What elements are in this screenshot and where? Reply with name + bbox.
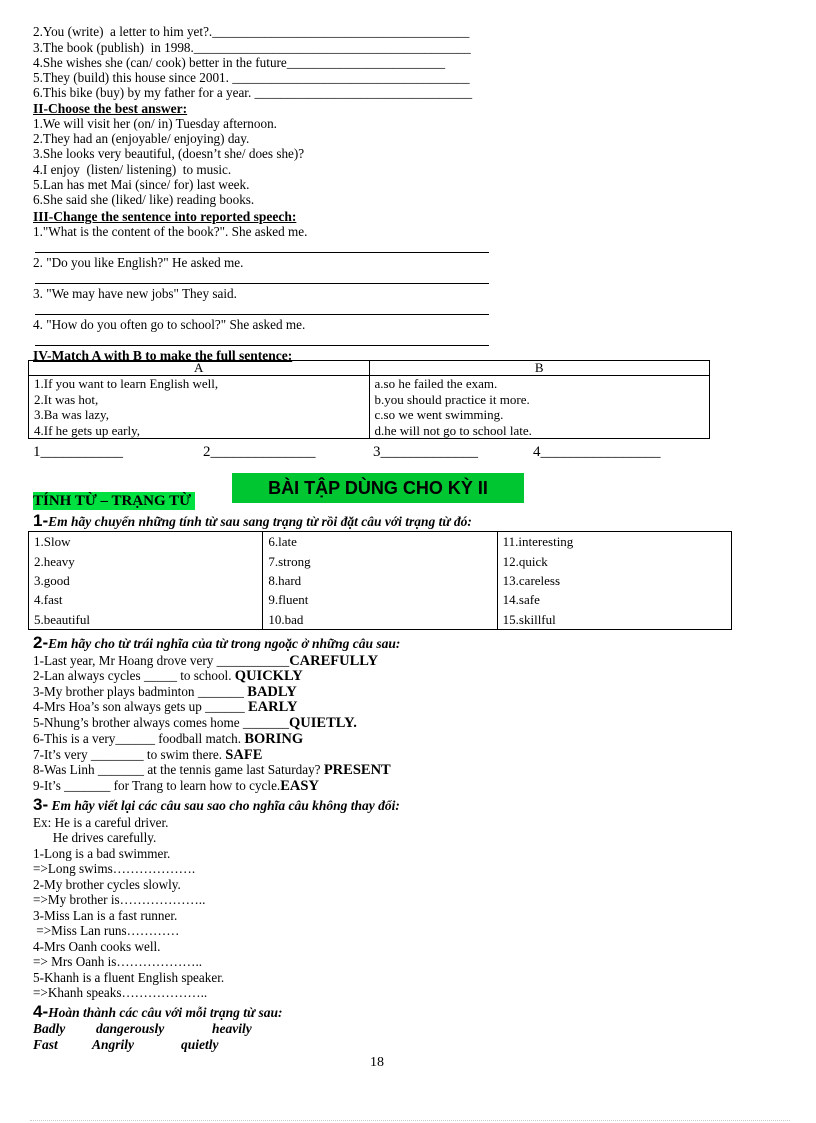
table-cell: 4.fast [29, 590, 263, 609]
exercise-line [33, 699, 297, 715]
instruction-text: Hoàn thành các câu với mỗi trạng từ sau: [48, 1005, 283, 1020]
exercise-line [33, 731, 303, 747]
exercise-line: 1."What is the content of the book?". She asked me. [33, 224, 308, 239]
sentence: 2-Lan always cycles _____ to school. [33, 668, 235, 683]
column-b [369, 376, 710, 439]
banner-title: BÀI TẬP DÙNG CHO KỲ II [232, 473, 524, 503]
exercise-line: 4-Mrs Oanh cooks well. [33, 939, 161, 954]
exercise-line: 3.She looks very beautiful, (doesn’t she/ does she)? [33, 146, 305, 161]
table-cell: 12.quick [497, 551, 731, 570]
exercise-line: 5.Lan has met Mai (since/ for) last week. [33, 177, 250, 192]
exercise-line: =>Long swims………………. [33, 861, 196, 876]
exercise-line: 3-Miss Lan is a fast runner. [33, 908, 178, 923]
answer-blank: 3_____________ [373, 444, 478, 460]
column-a [29, 376, 370, 439]
column-header-a: A [29, 361, 370, 376]
sentence: 5-Nhung’s brother always comes home _______ [33, 715, 290, 730]
answer-word: BORING [244, 731, 304, 747]
answer-blank: 1___________ [33, 444, 123, 460]
exercise-line: 4.She wishes she (can/ cook) better in the future________________________ [33, 55, 446, 70]
adverb-word: Badly [33, 1021, 66, 1036]
exercise-line: =>My brother is……………….. [33, 892, 206, 907]
page-number: 18 [370, 1055, 384, 1070]
match-item: b.you should practice it more. [374, 391, 530, 407]
match-item: 1.If you want to learn English well, [34, 376, 219, 391]
exercise-line: =>Miss Lan runs………… [33, 923, 180, 938]
exercise-line: 5.They (build) this house since 2001. ____________________________________ [33, 70, 470, 85]
exercise-instruction [33, 797, 400, 814]
match-item: d.he will not go to school late. [374, 422, 532, 438]
answer-line [35, 314, 489, 315]
answer-word: BADLY [247, 684, 297, 700]
exercise-line: Ex: He is a careful driver. [33, 815, 169, 830]
exercise-line: 3. "We may have new jobs" They said. [33, 286, 237, 301]
table-cell: 13.careless [497, 571, 731, 590]
match-table [28, 360, 710, 439]
exercise-line: 6.She said she (liked/ like) reading books. [33, 192, 255, 207]
table-cell: 1.Slow [29, 532, 263, 552]
exercise-line: 4.I enjoy (listen/ listening) to music. [33, 162, 232, 177]
exercise-line: =>Khanh speaks……………….. [33, 985, 208, 1000]
section-heading: IV-Match A with B to make the full sentence: [33, 348, 293, 363]
table-cell: 9.fluent [263, 590, 497, 609]
instruction-text: Em hãy chuyển những tính từ sau sang trạng từ rồi đặt câu với trạng từ đó: [48, 514, 472, 529]
exercise-line [33, 668, 303, 684]
table-cell: 14.safe [497, 590, 731, 609]
exercise-line [33, 747, 262, 763]
match-item: 4.If he gets up early, [34, 422, 141, 438]
exercise-instruction [33, 1004, 283, 1021]
table-cell: 10.bad [263, 610, 497, 630]
table-cell: 15.skillful [497, 610, 731, 630]
adjective-table [28, 531, 732, 630]
sentence: 9-It’s _______ for Trang to learn how to cycle. [33, 778, 281, 793]
exercise-line: 2.They had an (enjoyable/ enjoying) day. [33, 131, 250, 146]
exercise-line: 2. "Do you like English?" He asked me. [33, 255, 244, 270]
match-item: 2.It was hot, [34, 391, 99, 407]
section-heading: III-Change the sentence into reported speech: [33, 209, 297, 224]
adverb-word: Fast [33, 1037, 58, 1052]
instruction-text: Em hãy cho từ trái nghĩa của từ trong ngoặc ở những câu sau: [48, 636, 401, 651]
exercise-instruction [33, 513, 472, 530]
exercise-line [33, 715, 357, 731]
table-cell: 11.interesting [497, 532, 731, 552]
sentence: 6-This is a very______ foodball match. [33, 731, 245, 746]
column-header-b: B [369, 361, 710, 376]
match-item: c.so we went swimming. [374, 407, 504, 422]
answer-word: SAFE [225, 747, 263, 763]
page-border [30, 1120, 790, 1121]
answer-line [35, 283, 489, 284]
section-heading: II-Choose the best answer: [33, 101, 188, 116]
adverb-word: dangerously [96, 1021, 165, 1036]
answer-word: CAREFULLY [289, 653, 379, 669]
adverb-word: Angrily [92, 1037, 135, 1052]
answer-word: QUIETLY. [289, 715, 357, 731]
exercise-line: 4. "How do you often go to school?" She asked me. [33, 317, 306, 332]
answer-line [35, 345, 489, 346]
exercise-line: 2-My brother cycles slowly. [33, 877, 181, 892]
table-cell: 8.hard [263, 571, 497, 590]
adverb-word: quietly [181, 1037, 219, 1052]
exercise-instruction [33, 635, 400, 652]
exercise-line: 1-Long is a bad swimmer. [33, 846, 171, 861]
exercise-line: => Mrs Oanh is……………….. [33, 954, 203, 969]
sentence: 8-Was Linh _______ at the tennis game last Saturday? [33, 762, 324, 777]
answer-blank: 4________________ [533, 444, 661, 460]
answer-word: EARLY [248, 699, 298, 715]
exercise-line [33, 653, 378, 669]
exercise-line [33, 778, 319, 794]
sentence: 7-It’s very ________ to swim there. [33, 747, 226, 762]
exercise-number: 2- [33, 633, 49, 652]
exercise-line: 3.The book (publish) in 1998.__________________________________________ [33, 40, 471, 55]
table-cell: 2.heavy [29, 551, 263, 570]
answer-word: EASY [280, 778, 319, 794]
sentence: 4-Mrs Hoa’s son always gets up ______ [33, 699, 249, 714]
table-cell: 7.strong [263, 551, 497, 570]
table-cell: 6.late [263, 532, 497, 552]
exercise-line: 6.This bike (buy) by my father for a year. _________________________________ [33, 85, 473, 100]
topic-title: TÍNH TỪ – TRẠNG TỪ [33, 492, 195, 510]
table-cell: 3.good [29, 571, 263, 590]
exercise-number: 3- [33, 795, 49, 814]
exercise-line: 2.You (write) a letter to him yet?._______________________________________ [33, 24, 470, 39]
match-item: a.so he failed the exam. [374, 376, 498, 391]
exercise-line: He drives carefully. [33, 830, 157, 845]
exercise-line: 5-Khanh is a fluent English speaker. [33, 970, 225, 985]
exercise-number: 4- [33, 1002, 49, 1021]
sentence: 3-My brother plays badminton _______ [33, 684, 248, 699]
answer-line [35, 252, 489, 253]
answer-word: QUICKLY [234, 668, 303, 684]
instruction-text: Em hãy viết lại các câu sau sao cho nghĩa câu không thay đổi: [48, 798, 400, 813]
table-cell: 5.beautiful [29, 610, 263, 630]
answer-word: PRESENT [323, 762, 391, 778]
match-item: 3.Ba was lazy, [34, 407, 109, 422]
adverb-word: heavily [212, 1021, 252, 1036]
exercise-line [33, 684, 297, 700]
exercise-line [33, 762, 391, 778]
sentence: 1-Last year, Mr Hoang drove very ___________ [33, 653, 290, 668]
exercise-line: 1.We will visit her (on/ in) Tuesday afternoon. [33, 116, 277, 131]
exercise-number: 1- [33, 511, 49, 530]
answer-blank: 2______________ [203, 444, 316, 460]
